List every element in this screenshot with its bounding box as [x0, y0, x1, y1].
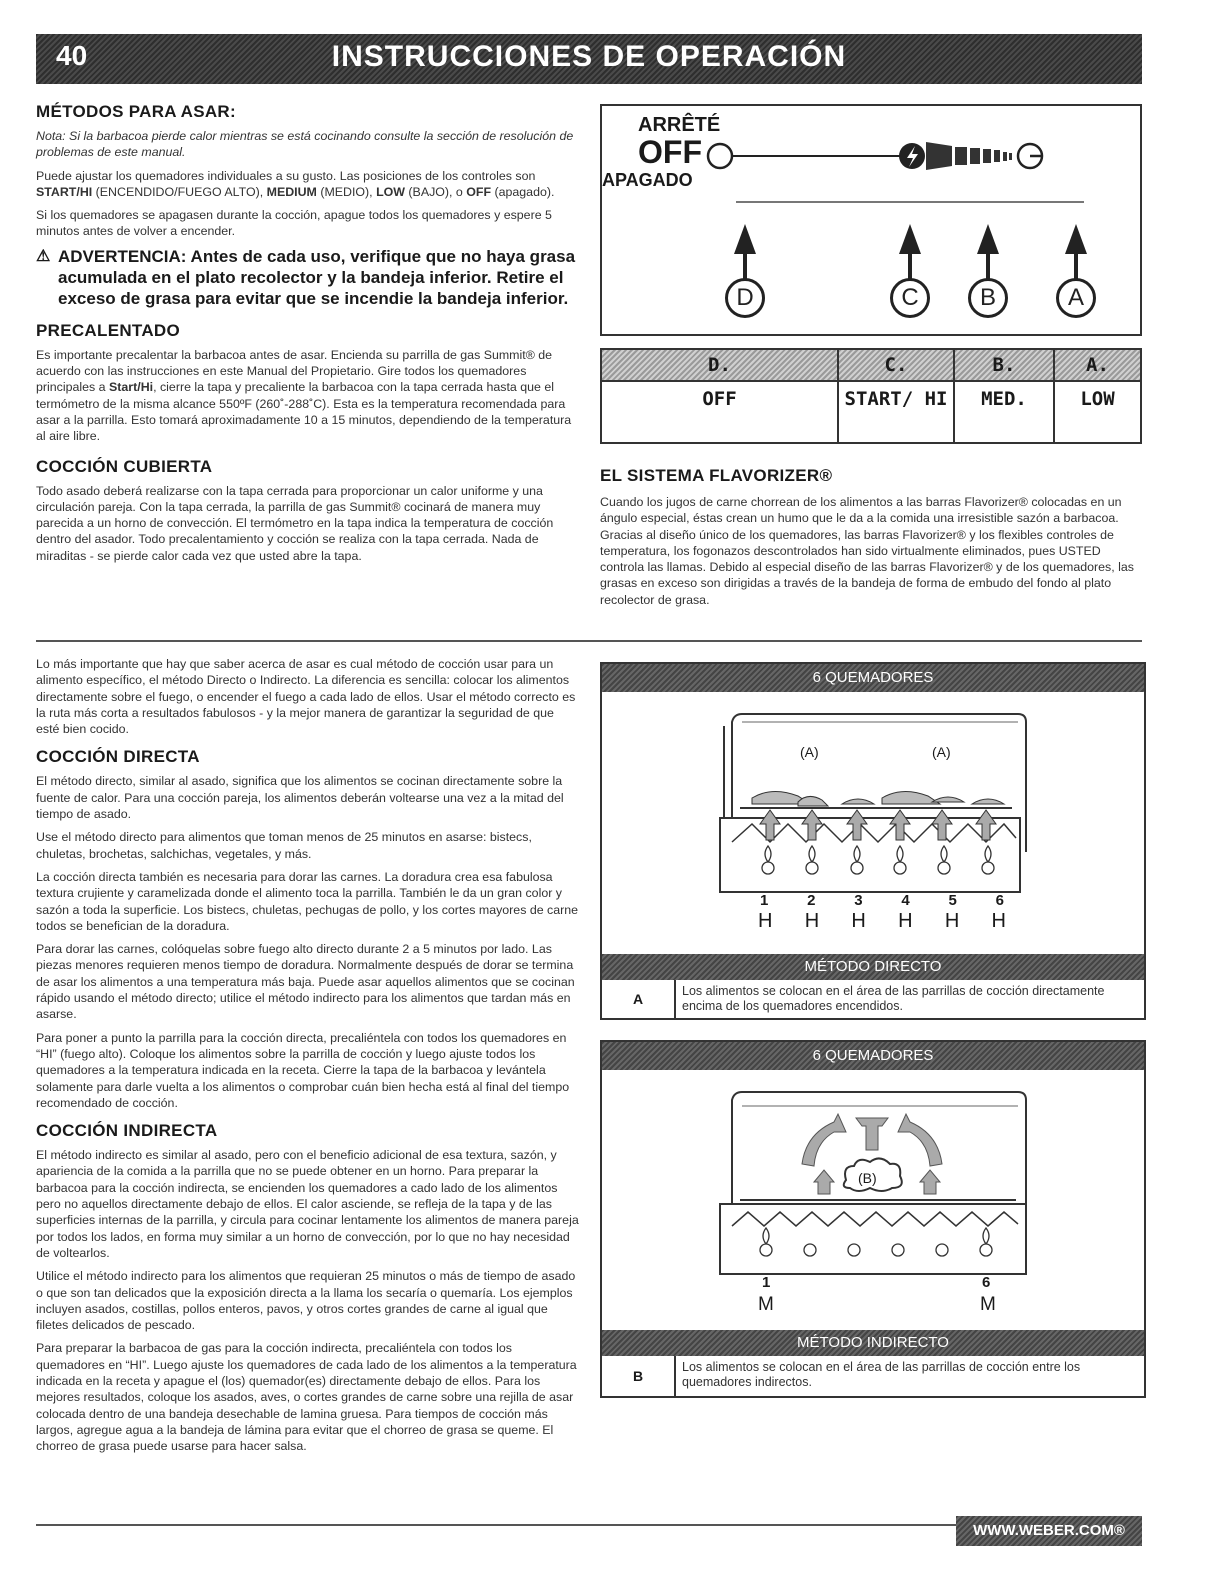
dial-apagado: APAGADO: [602, 170, 693, 190]
burner-number: 1: [762, 1274, 771, 1291]
direct-method-diagram: [600, 662, 1146, 1020]
arrow-c-icon: [899, 224, 921, 254]
knob-value: START/ HI: [838, 381, 954, 443]
direct-food-label: (A): [932, 744, 951, 760]
burner-number: 2: [807, 892, 816, 909]
metodos-p2: Si los quemadores se apagasen durante la cocción, apague todos los quemadores y espere 5 minutos antes de volver a encender.: [36, 208, 552, 239]
cubierta-heading: COCCIÓN CUBIERTA: [36, 456, 213, 476]
metodos-p1: Puede ajustar los quemadores individuales a su gusto. Las posiciones de los controles son START/HI (ENCENDIDO/FUEGO ALTO), MEDIUM (MEDIO), LOW (BAJO), o OFF (apagado).: [36, 168, 555, 199]
page-number: 40: [56, 40, 88, 71]
indirect-key: B: [602, 1356, 676, 1396]
warning-text: ADVERTENCIA: Antes de cada uso, verifique que no haya grasa acumulada en el plato recolector y la bandeja inferior. Retire el exceso de grasa para evitar que se incendie la bandeja inferior.: [58, 246, 576, 308]
dial-arrete: ARRÊTÉ: [638, 114, 721, 136]
knob-value: LOW: [1054, 381, 1141, 443]
cubierta-text: Todo asado deberá realizarse con la tapa cerrada para proporcionar un calor uniforme y una circulación pareja. Con la tapa cerrada, la parrilla de gas Summit® cocinará de manera muy parecida a un horno de convección. El termómetro en la tapa indica la temperatura de cocción dentro del asador. Todo precalentamiento y cocción se realiza con la tapa cerrada. Nada de miraditas - se pierde calor cada vez que usted abre la tapa.: [36, 483, 554, 563]
dial-label-a: A: [1056, 278, 1096, 318]
dial-off-circle: [708, 144, 732, 168]
knob-header: A.: [1054, 349, 1141, 381]
directa-p2: Use el método directo para alimentos que toman menos de 25 minutos en asarse: bistecs, chuletas, brochetas, salchichas, vegetales, y más.: [36, 830, 532, 861]
warning-icon: ⚠: [36, 247, 51, 265]
directa-p3: La cocción directa también es necesaria para dorar las carnes. La doradura crea esa fabulosa textura crujiente y caramelizada donde el alimento toca la parrilla. También le da un gran color y sazón a toda la superficie. Los bistecs, chuletas, pechugas de pollo, y los cortes mayores de carne todos se benefician de la doradura.: [36, 869, 579, 933]
page-title: INSTRUCCIONES DE OPERACIÓN: [331, 40, 847, 73]
arrow-d-icon: [734, 224, 756, 254]
burner-number: 6: [982, 1274, 991, 1291]
flame-scale-icon: [926, 142, 952, 170]
burner-setting: H: [804, 910, 820, 932]
metodos-section: [36, 102, 582, 564]
indirecta-p1: El método indirecto es similar al asado, pero con el beneficio adicional de esa textura, sazón, y apariencia de la comida a la parrilla que no se puede obtener en un horno. Para preparar la barbacoa para la cocción indirecta, se encienden los quemadores a cado lado de los alimentos pero no aquellos directamente debajo de ellos. El calor asciende, se refleja de la tapa y de las superficies internas de la parrilla, y circula para cocinar lentamente los alimentos de manera pareja por todos los lados, en forma muy similar a un horno de convección, por lo que no hay necesidad de voltearlos.: [36, 1148, 579, 1260]
metodos-note: Nota: Si la barbacoa pierde calor mientras se está cocinando consulte la sección de resolución de problemas de este manual.: [36, 129, 574, 160]
burner-setting: H: [758, 910, 773, 932]
burner-dial-diagram: [600, 104, 1142, 336]
directa-p4: Para dorar las carnes, colóquelas sobre fuego alto directo durante 2 a 5 minutos por lado. Las piezas menores requieren menos tiempo de doradura. Normalmente después de dorar se termina de asar los alimentos a una temperatura más baja. Puede asar aquellos alimentos que se cocinan rápido usando el método directo; utilice el método indirecto para los alimentos que tardan más en asarse.: [36, 942, 575, 1022]
knob-header: B.: [954, 349, 1054, 381]
indirect-method-diagram: [600, 1040, 1146, 1398]
flavorizer-text: Cuando los jugos de carne chorrean de los alimentos a las barras Flavorizer® colocadas en un ángulo especial, éstas crean un humo que le da a la comida una irresistible sazón a barbacoa. Gracias al diseño único de los quemadores, las barras Flavorizer® y los flexibles controles de temperatura, los fogonazos descontrolados han sido virtualmente eliminados, pues USTED controla las llamas. Debido al especial diseño de las barras Flavorizer® y de los quemadores, las grasas en exceso son dirigidas a través de la bandeja de forma de embudo del fondo al plato recolector de grasa.: [600, 495, 1134, 607]
knob-value: MED.: [954, 381, 1054, 443]
knob-header: C.: [838, 349, 954, 381]
indirect-grill-illustration: [602, 1070, 1144, 1320]
knob-position-table: [600, 348, 1142, 444]
direct-burner-settings: [758, 910, 1006, 933]
indirect-food-label: (B): [858, 1170, 877, 1186]
footer-url[interactable]: WWW.WEBER.COM®: [956, 1516, 1142, 1546]
burner-number: 6: [995, 892, 1004, 909]
burner-number: 5: [948, 892, 957, 909]
warning-block: [36, 246, 582, 309]
direct-caption: Los alimentos se colocan en el área de las parrillas de cocción directamente encima de los quemadores encendidos.: [682, 984, 1105, 1013]
burner-number: 1: [760, 892, 769, 909]
section-divider: [36, 640, 1142, 642]
flavorizer-section: [600, 466, 1142, 608]
directa-p1: El método directo, similar al asado, significa que los alimentos se cocinan directamente sobre la fuente de calor. Para una cocción pareja, los alimentos deberán voltearse una vez a la mitad del tiempo de asado.: [36, 774, 564, 822]
arrow-a-icon: [1065, 224, 1087, 254]
metodos-heading: MÉTODOS PARA ASAR:: [36, 102, 236, 121]
intro-text: Lo más importante que hay que saber acerca de asar es cual método de cocción usar para un alimento específico, el método Directo o Indirecto. La diferencia es sencilla: colocar los alimentos directamente sobre el fuego, o encender el fuego a cada lado de ellos. Usar el método correcto es la ruta más corta a resultados fabulosos - y la mejor manera de garantizar la seguridad de que esté bien cocido.: [36, 657, 576, 737]
footer-rule: [36, 1524, 956, 1526]
directa-p5: Para poner a punto la parrilla para la cocción directa, precaliéntela con todos los quemadores en “HI” (fuego alto). Coloque los alimentos sobre la parrilla de cocción y luego ajuste todos los quemadores a la temperatura indicada en la receta. Cierre la tapa de la barbacoa y levántela solamente para darle vuelta a los alimentos o comprobar cuán bien hecha está al final del tiempo recomendado de cocción.: [36, 1030, 570, 1110]
burner-setting: M: [980, 1294, 996, 1315]
indirect-method-title: MÉTODO INDIRECTO: [602, 1330, 1144, 1356]
burner-number: 4: [901, 892, 910, 909]
arrow-b-icon: [977, 224, 999, 254]
knob-header: D.: [601, 349, 838, 381]
indirect-banner: 6 QUEMADORES: [602, 1042, 1144, 1070]
burner-number: 3: [854, 892, 863, 909]
direct-method-title: MÉTODO DIRECTO: [602, 954, 1144, 980]
flavorizer-heading: EL SISTEMA FLAVORIZER®: [600, 466, 833, 485]
indirecta-heading: COCCIÓN INDIRECTA: [36, 1121, 218, 1141]
indirecta-p2: Utilice el método indirecto para los alimentos que requieran 25 minutos o más de tiempo de asado o que son tan delicados que la exposición directa a la llama los secaría o quemaría. Los ejemplos incluyen asados, costillas, pollos enteros, pavos, y otros cortes grandes de carne al igual que filetes delicados de pescado.: [36, 1269, 576, 1333]
burner-setting: H: [944, 910, 960, 932]
direct-banner: 6 QUEMADORES: [602, 664, 1144, 692]
burner-setting: H: [898, 910, 913, 932]
indirect-caption: Los alimentos se colocan en el área de las parrillas de cocción entre los quemadores indirectos.: [682, 1360, 1081, 1389]
burner-setting: H: [991, 910, 1006, 932]
dial-label-d: D: [725, 278, 765, 318]
directa-heading: COCCIÓN DIRECTA: [36, 747, 200, 767]
dial-off: OFF: [638, 134, 702, 170]
dial-label-c: C: [890, 278, 930, 318]
burner-setting: M: [758, 1294, 774, 1315]
dial-label-b: B: [968, 278, 1008, 318]
knob-value: OFF: [601, 381, 838, 443]
burner-setting: H: [851, 910, 866, 932]
indirecta-p3: Para preparar la barbacoa de gas para la cocción indirecta, precaliéntela con todos los quemadores en “HI”. Luego ajuste los quemadores de cada lado de los alimentos a la temperatura indicada en la receta y apague el (los) quemador(es) directamente debajo de ellos. Para los mejores resultados, coloque los asados, aves, o cortes grandes de carne sobre una rejilla de asar colocada dentro de una bandeja desechable de lamina gruesa. Para tiempos de cocción más largos, agregue agua a la bandeja de lámina para evitar que el chorreo de grasa se queme. El chorreo de grasa puede usarse para hacer salsa.: [36, 1341, 577, 1454]
direct-burner-numbers: [760, 892, 1004, 909]
direct-food-label: (A): [800, 744, 819, 760]
direct-key: A: [602, 980, 676, 1018]
cooking-methods-section: [36, 656, 580, 1454]
precalentado-text: Es importante precalentar la barbacoa antes de asar. Encienda su parrilla de gas Summit® de acuerdo con las instrucciones en este Manual del Propietario. Gire todos los quemadores principales a Start/Hi, cierre la tapa y precaliente la barbacoa con la tapa cerrada hasta que el termómetro de la misma alcance 550ºF (260˚-288˚C). Esta es la temperatura recomendada para asar a la parrilla. Esto tomará aproximadamente 10 a 15 minutos, dependiendo de la temperatura al aire libre.: [36, 347, 572, 444]
precalentado-heading: PRECALENTADO: [36, 320, 181, 340]
